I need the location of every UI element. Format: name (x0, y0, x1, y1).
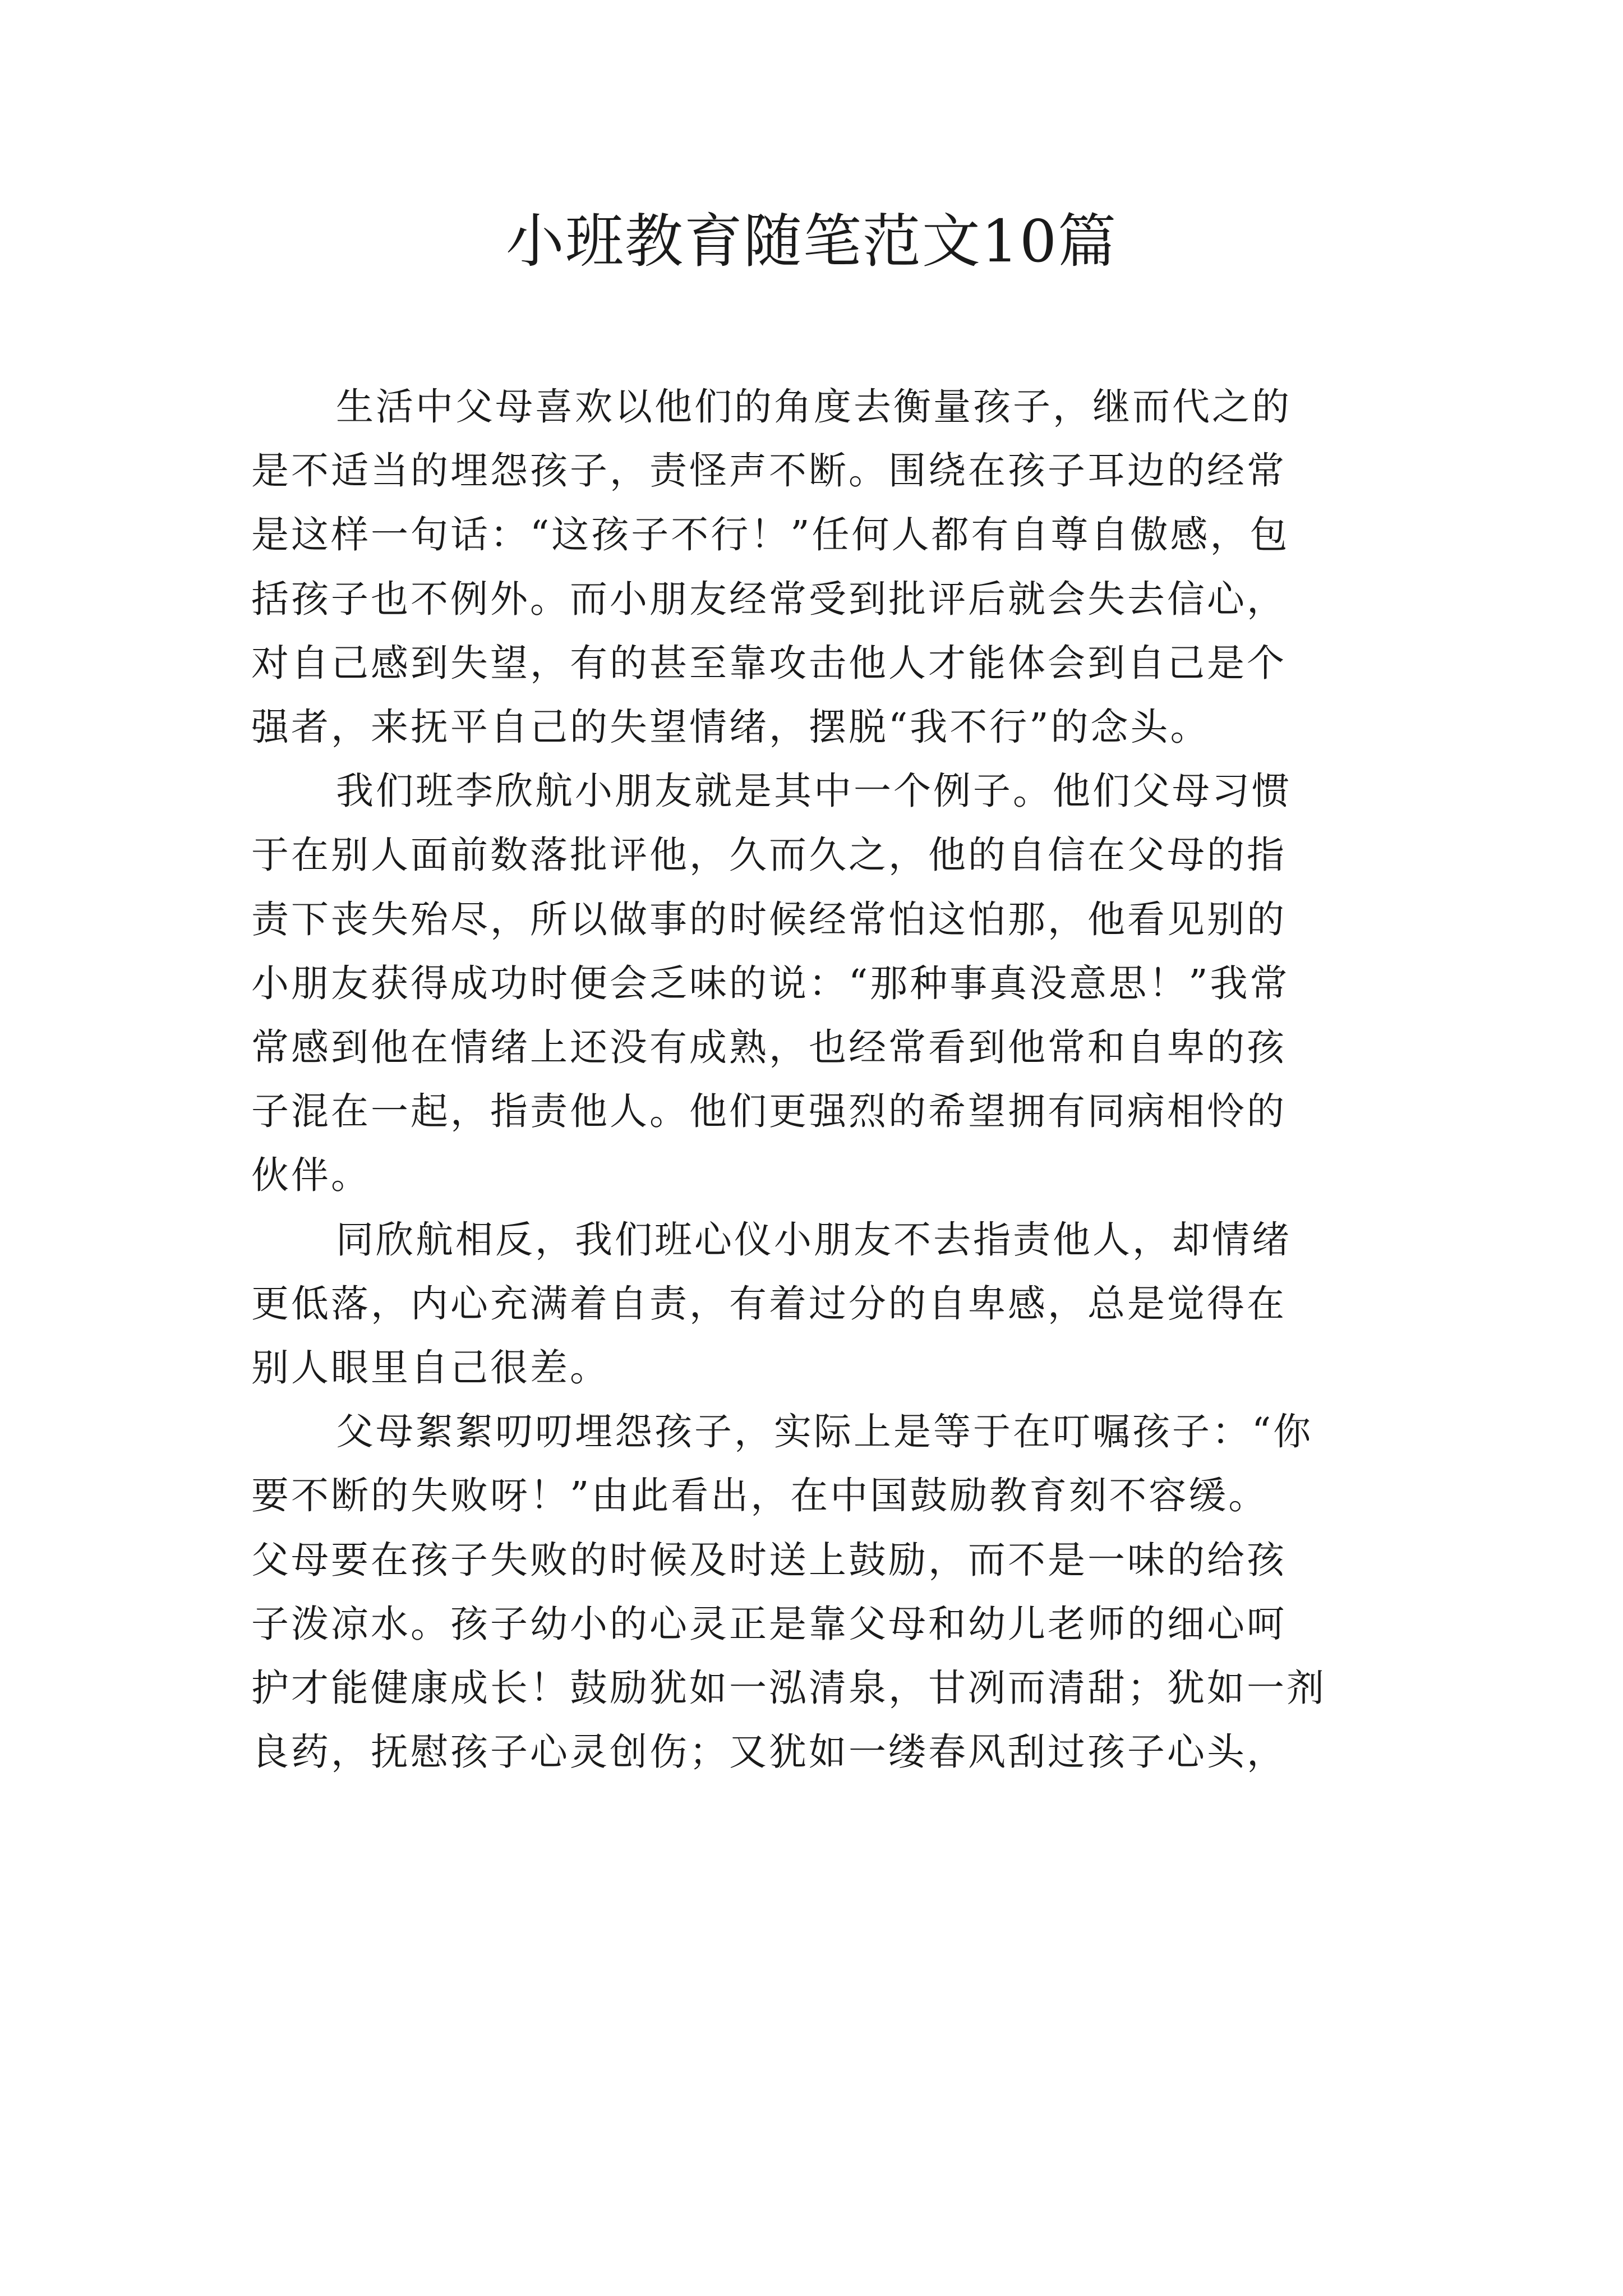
paragraph-line: 是这样一句话：“这孩子不行！”任何人都有自尊自傲感，包 (251, 513, 1290, 557)
paragraph-line: 要不断的失败呀！”由此看出，在中国鼓励教育刻不容缓。 (251, 1474, 1269, 1518)
paragraph-line: 子泼凉水。孩子幼小的心灵正是靠父母和幼儿老师的细心呵 (251, 1602, 1287, 1646)
paragraph-line: 生活中父母喜欢以他们的角度去衡量孩子，继而代之的 (336, 385, 1292, 429)
paragraph-line: 责下丧失殆尽，所以做事的时候经常怕这怕那，他看见别的 (251, 897, 1287, 941)
paragraph-line: 强者，来抚平自己的失望情绪，摆脱“我不行”的念头。 (251, 705, 1210, 749)
paragraph-line: 更低落，内心充满着自责，有着过分的自卑感，总是觉得在 (251, 1281, 1287, 1326)
paragraph-2 (251, 759, 1390, 1207)
paragraph-line: 别人眼里自己很差。 (251, 1346, 610, 1390)
document-body (251, 375, 1390, 1784)
paragraph-line: 小朋友获得成功时便会乏味的说：“那种事真没意思！”我常 (251, 961, 1290, 1005)
paragraph-line: 伙伴。 (251, 1153, 371, 1198)
paragraph-line: 对自己感到失望，有的甚至靠攻击他人才能体会到自己是个 (251, 641, 1287, 685)
paragraph-1 (251, 375, 1390, 759)
paragraph-line: 良药，抚慰孩子心灵创伤；又犹如一缕春风刮过孩子心头， (251, 1730, 1287, 1774)
paragraph-line: 括孩子也不例外。而小朋友经常受到批评后就会失去信心， (251, 577, 1287, 621)
paragraph-4 (251, 1400, 1390, 1784)
paragraph-line: 于在别人面前数落批评他，久而久之，他的自信在父母的指 (251, 833, 1287, 877)
document-title: 小班教育随笔范文10篇 (505, 207, 1118, 275)
paragraph-line: 常感到他在情绪上还没有成熟，也经常看到他常和自卑的孩 (251, 1025, 1287, 1070)
paragraph-line: 是不适当的埋怨孩子，责怪声不断。围绕在孩子耳边的经常 (251, 449, 1287, 493)
paragraph-line: 子混在一起，指责他人。他们更强烈的希望拥有同病相怜的 (251, 1089, 1287, 1134)
paragraph-line: 同欣航相反，我们班心仪小朋友不去指责他人，却情绪 (336, 1217, 1292, 1262)
paragraph-3 (251, 1208, 1390, 1400)
paragraph-line: 我们班李欣航小朋友就是其中一个例子。他们父母习惯 (336, 769, 1292, 813)
paragraph-line: 护才能健康成长！鼓励犹如一泓清泉，甘冽而清甜；犹如一剂 (251, 1666, 1326, 1710)
paragraph-line: 父母要在孩子失败的时候及时送上鼓励，而不是一味的给孩 (251, 1538, 1287, 1582)
paragraph-line: 父母絮絮叨叨埋怨孩子，实际上是等于在叮嘱孩子：“你 (336, 1410, 1313, 1454)
